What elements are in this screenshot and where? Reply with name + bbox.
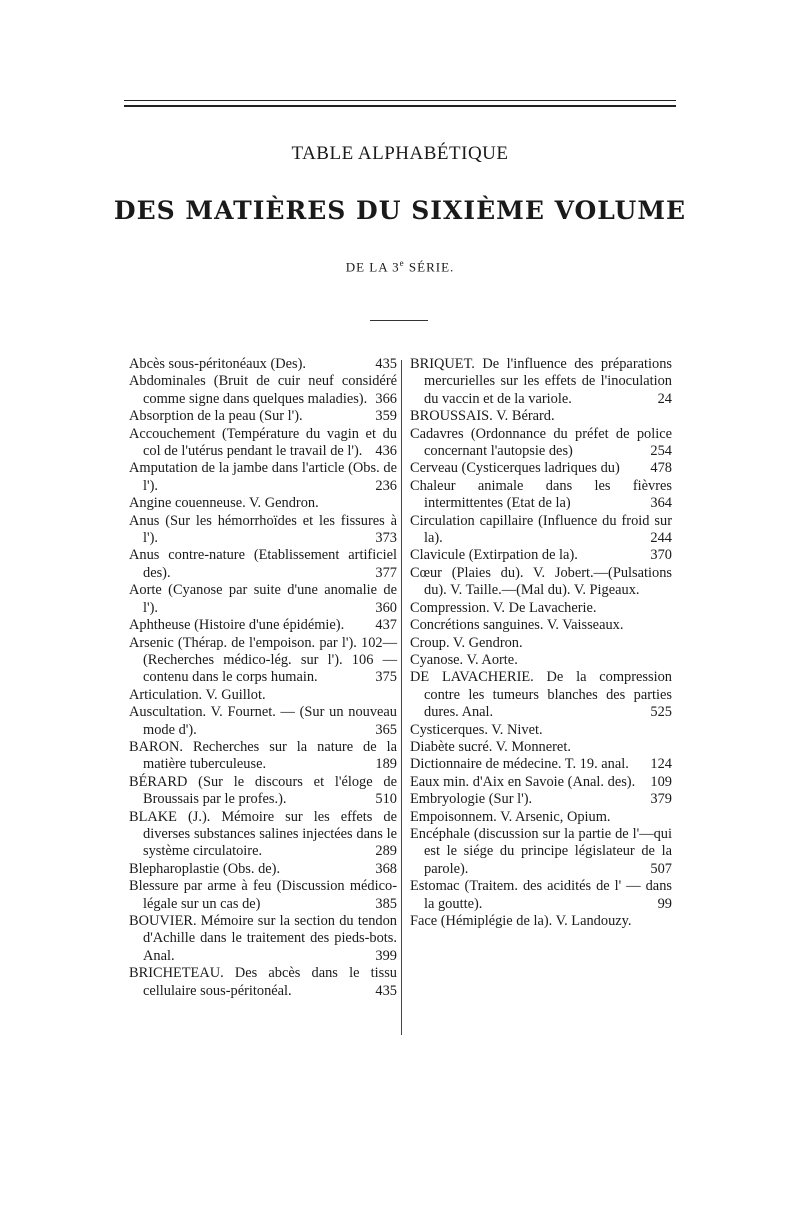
index-entry xyxy=(410,669,672,721)
entry-text: Compression. V. De Lavacherie. xyxy=(410,599,597,616)
entry-page-number: 435 xyxy=(375,356,397,372)
entry-text: BOUVIER. Mémoire sur la section du tendon d'Achille dans le traitement des pieds-bots. Anal. xyxy=(129,913,397,964)
entry-text: Concrétions sanguines. V. Vaisseaux. xyxy=(410,617,624,634)
entry-page-number: 364 xyxy=(650,495,672,512)
index-entry xyxy=(410,600,672,617)
entry-text: BARON. Recherches sur la nature de la matière tuberculeuse. xyxy=(129,738,397,773)
entry-text: Face (Hémiplégie de la). V. Landouzy. xyxy=(410,913,632,929)
index-entry xyxy=(129,495,397,512)
entry-page-number: 478 xyxy=(650,460,672,477)
index-entry xyxy=(410,426,672,461)
index-column-right xyxy=(410,356,672,930)
entry-text: Aorte (Cyanose par suite d'une anomalie de l'). xyxy=(129,582,397,616)
entry-page-number: 289 xyxy=(375,843,397,860)
entry-text: Abdominales (Bruit de cuir neuf considéré comme signe dans quelques maladies). xyxy=(129,373,397,407)
entry-text: Accouchement (Température du vagin et du col de l'utérus pendant le travail de l'). xyxy=(129,425,397,460)
entry-text: Diabète sucré. V. Monneret. xyxy=(410,738,571,755)
index-entry xyxy=(410,756,672,773)
index-entry xyxy=(129,704,397,739)
entry-page-number: 236 xyxy=(375,477,397,494)
entry-text: Aphtheuse (Histoire d'une épidémie). xyxy=(129,617,345,634)
entry-text: Anus (Sur les hémorrhoïdes et les fissures à l'). xyxy=(129,512,397,547)
index-entry xyxy=(410,878,672,913)
index-entry xyxy=(129,774,397,809)
entry-page-number: 254 xyxy=(650,443,672,460)
title-line-1: TABLE ALPHABÉTIQUE xyxy=(291,143,509,164)
index-entry xyxy=(129,635,397,687)
index-entry xyxy=(410,478,672,513)
entry-page-number: 377 xyxy=(375,564,397,581)
index-entry xyxy=(129,582,397,617)
index-entry xyxy=(410,547,672,564)
entry-page-number: 373 xyxy=(375,530,397,547)
entry-text: Circulation capillaire (Influence du froid sur la). xyxy=(410,512,672,547)
entry-text: Amputation de la jambe dans l'article (Obs. de l'). xyxy=(129,460,397,494)
title-line-3-prefix: DE LA 3 xyxy=(345,259,400,275)
index-entry xyxy=(129,878,397,913)
entry-page-number: 365 xyxy=(375,721,397,738)
entry-text: Anus contre-nature (Etablissement artificiel des). xyxy=(129,547,397,581)
entry-text: Absorption de la peau (Sur l'). xyxy=(129,408,303,425)
entry-page-number: 189 xyxy=(375,756,397,773)
index-entry xyxy=(410,913,672,930)
index-entry xyxy=(129,965,397,1000)
index-entry xyxy=(129,513,397,548)
entry-text: Embryologie (Sur l'). xyxy=(410,791,533,808)
entry-text: BRICHETEAU. Des abcès dans le tissu cellulaire sous-péritonéal. xyxy=(129,965,397,999)
index-entry xyxy=(410,565,672,600)
entry-text: Angine couenneuse. V. Gendron. xyxy=(129,495,319,512)
index-entry xyxy=(129,739,397,774)
entry-text: Dictionnaire de médecine. T. 19. anal. xyxy=(410,756,629,773)
entry-page-number: 385 xyxy=(375,895,397,912)
title-line-2: DES MATIÈRES DU SIXIÈME VOLUME xyxy=(113,196,687,225)
index-entry xyxy=(410,774,672,791)
index-entry xyxy=(129,460,397,495)
entry-text: Cœur (Plaies du). V. Jobert.—(Pulsations du). V. Taille.—(Mal du). V. Pigeaux. xyxy=(410,564,672,599)
entry-page-number: 360 xyxy=(375,599,397,616)
index-entry xyxy=(410,513,672,548)
entry-page-number: 507 xyxy=(650,860,672,877)
entry-text: BLAKE (J.). Mémoire sur les effets de diverses substances salines injectées dans le système circulatoire. xyxy=(129,808,397,860)
entry-text: DE LAVACHERIE. De la compression contre les tumeurs blanches des parties dures. Anal. xyxy=(410,669,672,721)
entry-text: Cadavres (Ordonnance du préfet de police concernant l'autopsie des) xyxy=(410,425,672,460)
index-entry xyxy=(410,809,672,826)
entry-page-number: 379 xyxy=(650,791,672,808)
entry-page-number: 436 xyxy=(375,443,397,460)
index-entry xyxy=(129,687,397,704)
entry-page-number: 437 xyxy=(375,617,397,634)
index-entry xyxy=(410,635,672,652)
index-entry xyxy=(410,826,672,878)
entry-text: BÉRARD (Sur le discours et l'éloge de Broussais par le profes.). xyxy=(129,773,397,808)
top-rule-thick xyxy=(124,105,676,107)
index-entry xyxy=(129,547,397,582)
index-entry xyxy=(129,408,397,425)
separator-rule xyxy=(370,320,428,321)
entry-page-number: 370 xyxy=(650,547,672,564)
index-column-left xyxy=(129,356,397,1000)
entry-page-number: 399 xyxy=(375,947,397,964)
index-entry xyxy=(129,617,397,634)
entry-text: Abcès sous-péritonéaux (Des). xyxy=(129,356,307,372)
entry-text: Cyanose. V. Aorte. xyxy=(410,651,518,668)
entry-text: Cysticerques. V. Nivet. xyxy=(410,721,543,738)
entry-page-number: 244 xyxy=(650,530,672,547)
entry-text: Auscultation. V. Fournet. — (Sur un nouveau mode d'). xyxy=(129,704,397,738)
entry-text: Chaleur animale dans les fièvres intermittentes (Etat de la) xyxy=(410,477,672,512)
index-entry xyxy=(410,617,672,634)
top-rule-thin xyxy=(124,100,676,101)
entry-text: BROUSSAIS. V. Bérard. xyxy=(410,408,555,425)
entry-page-number: 359 xyxy=(375,408,397,425)
entry-text: Clavicule (Extirpation de la). xyxy=(410,547,578,564)
entry-text: BRIQUET. De l'influence des préparations mercurielles sur les effets de l'inoculation du vaccin et de la variole. xyxy=(410,356,672,407)
entry-page-number: 435 xyxy=(375,982,397,999)
entry-text: Blessure par arme à feu (Discussion médico-légale sur un cas de) xyxy=(129,878,397,912)
index-entry xyxy=(129,426,397,461)
index-entry xyxy=(410,739,672,756)
entry-text: Croup. V. Gendron. xyxy=(410,634,523,651)
index-entry xyxy=(410,356,672,408)
entry-text: Encéphale (discussion sur la partie de l'—qui est le siége du principe législateur de la parole). xyxy=(410,825,672,877)
entry-text: Blepharoplastie (Obs. de). xyxy=(129,860,281,877)
entry-page-number: 368 xyxy=(375,860,397,877)
entry-page-number: 525 xyxy=(650,704,672,721)
title-line-3-suffix: SÉRIE. xyxy=(404,259,455,275)
index-entry xyxy=(410,722,672,739)
entry-text: Eaux min. d'Aix en Savoie (Anal. des). xyxy=(410,773,636,790)
index-entry xyxy=(410,460,672,477)
entry-text: Cerveau (Cysticerques ladriques du) xyxy=(410,460,620,477)
entry-text: Empoisonnem. V. Arsenic, Opium. xyxy=(410,808,611,825)
column-divider xyxy=(401,360,402,1035)
index-entry xyxy=(410,791,672,808)
index-entry xyxy=(410,652,672,669)
entry-text: Articulation. V. Guillot. xyxy=(129,686,266,703)
entry-text: Arsenic (Thérap. de l'empoison. par l'). 102—(Recherches médico-lég. sur l'). 106 — contenu dans le corps humain. xyxy=(129,634,397,686)
entry-page-number: 109 xyxy=(650,773,672,790)
index-entry xyxy=(410,408,672,425)
entry-text: Estomac (Traitem. des acidités de l' — dans la goutte). xyxy=(410,878,672,912)
entry-page-number: 366 xyxy=(375,390,397,407)
index-entry xyxy=(129,861,397,878)
index-entry xyxy=(129,356,397,373)
title-line-3-sup: e xyxy=(399,258,405,268)
entry-page-number: 124 xyxy=(650,756,672,773)
index-entry xyxy=(129,373,397,408)
title-line-3 xyxy=(0,258,800,275)
entry-page-number: 375 xyxy=(375,669,397,686)
index-entry xyxy=(129,809,397,861)
entry-page-number: 510 xyxy=(375,791,397,808)
index-entry xyxy=(129,913,397,965)
